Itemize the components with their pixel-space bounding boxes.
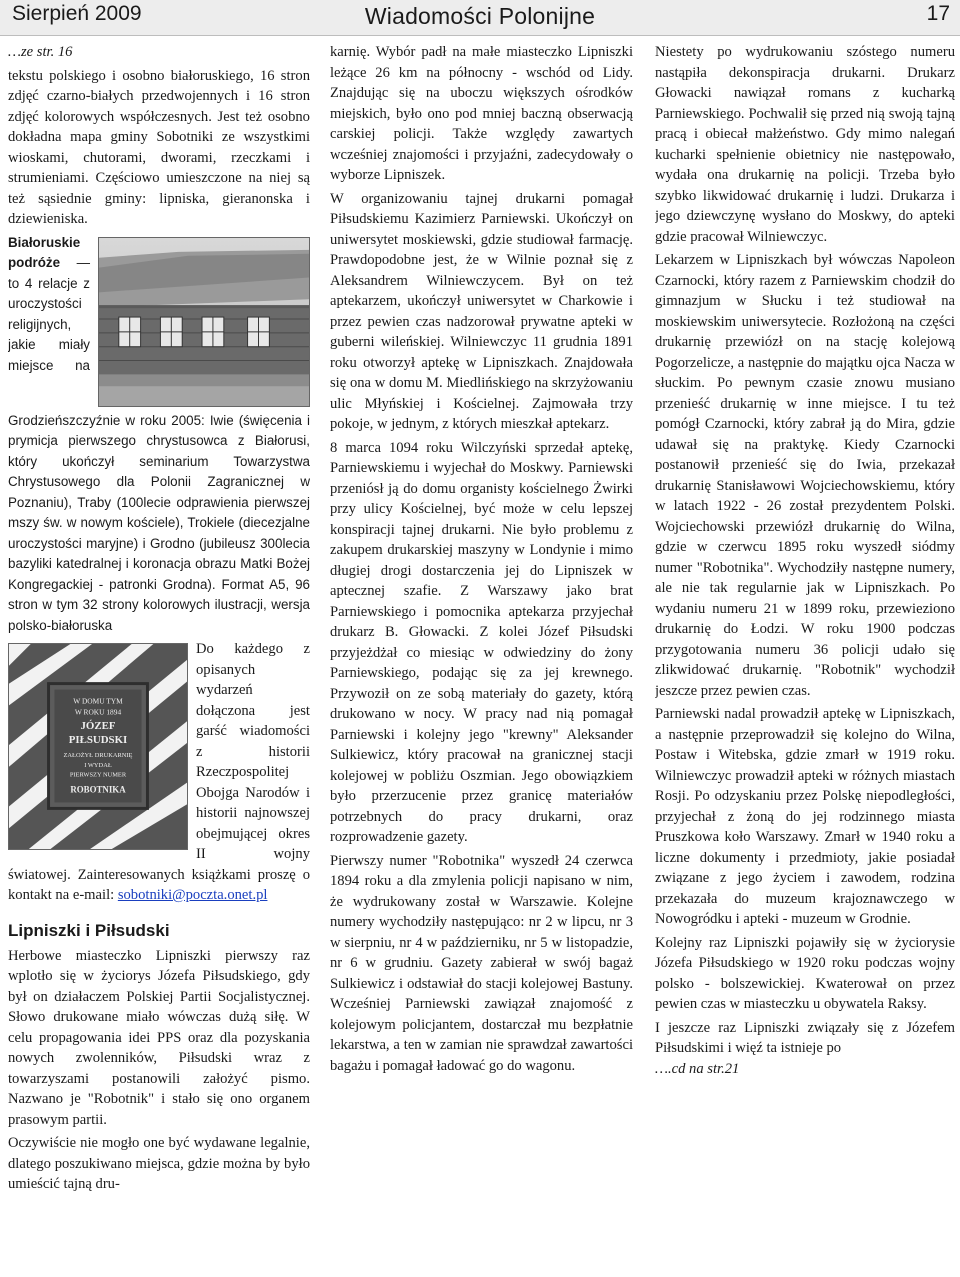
paragraph: Oczywiście nie mogło one być wydawane legalnie, dlatego poszukiwano miejsca, gdzie można by było umieścić tajną dru- <box>8 1135 310 1192</box>
section-lead: Białoruskie podróże <box>8 234 81 270</box>
column-1 <box>8 42 310 1272</box>
paragraph: Herbowe miasteczko Lipniszki pierwszy raz wplotło się w życiorys Józefa Piłsudskiego, gdy był on działaczem Polskiej Partii Socjalistycznej. Słowo drukowane miało wówczas dużą siłę. W celu propagowania idei PPS oraz dla pozyskania nowych zwolenników, Piłsudski wraz z towarzyszami postanowili założyć pismo. Nazwano je "Robotnik" i stało się ono organem prasowym partii. <box>8 947 310 1128</box>
text: I jeszcze raz Lipniszki związały się z Józefem Piłsudskimi i więź ta istnieje po <box>655 1019 955 1056</box>
paragraph: Parniewski nadal prowadził aptekę w Lipniszkach, a następnie przeprowadził się kolejno do Wilna, Postaw i Witebska, gdzie zmarł w 1919 roku. Wilniewczyc prowadził apteki w różnych miastach Rosji. Po odzyskaniu przez Polskę niepodległości, przyjechał z żoną do jej rodzinnego miasta Pruszkowa koło Warszawy. Zmarł w 1940 roku a liczne dokumenty i przedmioty, jakie posiadał związane z jego życiem i zawodem, rodzina przekazała do muzeum krajoznawczego w Nowogródku i apteki - muzeum w Grodnie. <box>655 706 955 927</box>
email-link[interactable]: sobotniki@poczta.onet.pl <box>117 887 268 903</box>
paragraph <box>8 233 310 637</box>
text: tekstu polskiego i osobno białoruskiego, 16 stron zdjęć czarno-białych przedwojennych i 16 stron zdjęć kolorowych współczesnych. <box>8 67 310 125</box>
column-3 <box>655 42 955 1272</box>
paragraph: W organizowaniu tajnej drukarni pomagał Piłsudskiemu Kazimierz Parniewski. Ukończył on uniwersytet moskiewski, gdzie studiował farmację. Prawdopodobne jest, że w Wilnie poznał się z Aleksandrem Wilniewczycem. Był on też aptekarzem, ukończył uniwersytet w Charkowie i przez pewien czas nadzorował prywatne apteki w guberni wileńskiej. Wilniewczyc 11 grudnia 1891 roku otworzył aptekę w Lipniszkach. Znajdowała się ona w domu M. Miedlińskiego na skrzyżowaniu ulic Młyńskiej i Kościelnej. Zajmowała trzy pokoje, w jednym, z których mieszkał aptekarz. <box>330 190 633 432</box>
text: Do każdego z opisanych wydarzeń dołączona jest garść wiadomości z historii Rzeczpospolitej Obojga Narodów i historii najnowszej obejmującej okres II wojny światowej. Zainteresowanych książkami proszę o kontakt na e-mail: <box>8 641 310 903</box>
memorial-plaque-image <box>9 644 187 849</box>
section-title: Lipniszki i Piłsudski <box>8 920 170 940</box>
issue-month: Sierpień 2009 <box>12 2 142 25</box>
column-2 <box>330 42 633 1272</box>
paragraph: Pierwszy numer "Robotnika" wyszedł 24 czerwca 1894 roku a dla zmylenia policji napisano w nim, że wydrukowany został w Warszawie. Kolejne numery wychodziły następująco: nr 2 w lipcu, nr 3 w sierpniu, nr 4 w październiku, nr 5 w listopadzie, nr 6 w grudniu. Gazety zabierał w swój bagaż Sulkiewicz i odstawiał do stacji kolejowej Bastuny. Wcześniej Parniewski zawiązał znajomość z kolejowym policjantem, dostarczał mu bezpłatnie lekarstwa, a ten w zamian nie sprawdzał zawartości bagażu i pomagał ładować go do wagonu. <box>330 852 633 1074</box>
paragraph: 8 marca 1094 roku Wilczyński sprzedał aptekę, Parniewskiemu i wyjechał do Moskwy. Parniewski przeniósł ją do domu organisty kościelnego Żwirki przy ulicy Kościelnej, być może w celu lepszej konspiracji tajnej drukarni. Nie było problemu z zakupem drukarskiej maszyny w Londynie i mimo długiej drogi dostarczenia jej do Lipniszek w aptecznej szafie. Z Warszawy jako brat Parniewskiego i pomocnika aptekarza przyjechał drukarz B. Głowacki. Z kolei Józef Piłsudski przyjeżdżał co miesiąc w odwiedziny do żony Parniewskiego, podając się za jej krewnego. Przywoził on ze sobą materiały do gazety, którą drukowano w nocy. W pracy nad nią pomagał Parniewski i kolejny jego "krewny" Aleksander Sulkiewicz, który pracował na granicznej stacji kolejowej w pobliżu Oszmian. Jego obowiązkiem było przerzucenie przez granicę materiałów potrzebnych do pracy drukarni, oraz rozprowadzenie gazety. <box>330 439 633 845</box>
plaque-line: PIŁSUDSKI <box>68 734 128 747</box>
newspaper-title: Wiadomości Polonijne <box>364 3 596 29</box>
plaque-line: W DOMU TYM <box>73 696 123 706</box>
paragraph: Niestety po wydrukowaniu szóstego numeru nastąpiła dekonspiracja drukarni. Drukarz Głowacki nawiązał romans z kucharką Parniewskiego. Pochwalił się przed nią swoją tajną pracą i obiecał małżeństwo. Gdy mimo nalegań kucharki spełnienie obietnicy nie następowało, wydała ona drukarnię na policji. Trzeba było szybko likwidować drukarnię i ludzi. Drukarza i jego dziewczynę wysłano do Moskwy, do apteki gdzie pracował Wilniewczyc. <box>655 44 955 245</box>
paragraph: Lekarzem w Lipniszkach był wówczas Napoleon Czarnocki, który razem z Parniewskim chodził do gimnazjum w Słucku i też studiował na moskiewskim uniwersytecie. Rozłożoną na części drukarnię przewiózł on na stację kolejową Pogorzelicze, a następnie do majątku ojca Nacza w słuckim. Po pewnym czasie znowu musiano przenieść drukarnię w inne miejsce. I tu też pomógł Czarnocki, który zabrał ją do Mira, gdzie udawał się na praktykę. Kiedy Czarnocki postanowił przenieść się do Iwia, przekazał drukarnię Stanisławowi Wojciechowskiemu, który w latach 1922 - 26 został prezydentem Polski. Wojciechowski przewiózł drukarnię do Wilna, gdzie w czerwcu 1895 roku wyszedł siódmy numer "Robotnika". Wychodziły następne numery, ale nie tak regularnie jak w Lipniszkach. Po wydaniu numeru 21 w 1899 roku, przewieziono drukarnię do Łodzi. W roku 1900 podczas przygotowania numeru 36 policji udało się zlikwidować drukarnię. "Robotnik" wychodził jeszcze przez pewien czas. <box>655 252 955 699</box>
paragraph <box>655 1018 955 1080</box>
paragraph: Kolejny raz Lipniszki pojawiły się w życiorysie Józefa Piłsudskiego w 1920 roku podczas wojny polsko - bolszewickiej. Kwaterował on przez pewien czas w miasteczku u obywatela Raksy. <box>655 934 955 1012</box>
text: Jest też osobno dokładna mapa gminy Sobotniki ze wszystkimi wioskami, chutorami, dworami, rzeczkami i strumieniami. Częściowo umieszczone na niej są też sąsiednie gminy: lipniska, gieranonska i dziewieniska. <box>8 108 310 227</box>
plaque-line: JÓZEF <box>80 720 116 733</box>
paragraph <box>8 639 310 906</box>
page-header <box>0 0 960 36</box>
paragraph <box>8 66 310 230</box>
plaque-line: ROBOTNIKA <box>70 784 126 795</box>
plaque-line: PIERWSZY NUMER <box>69 771 127 779</box>
page-number: 17 <box>926 2 950 25</box>
continued-to: ….cd na str.21 <box>655 1060 740 1077</box>
continued-from: …ze str. 16 <box>8 44 73 60</box>
plaque-line: I WYDAŁ <box>84 761 112 769</box>
plaque-line: W ROKU 1894 <box>74 707 122 717</box>
paragraph: karnię. Wybór padł na małe miasteczko Lipniszki leżące 26 km na północny - wschód od Lidy. Znajdując się na uboczu większych ośrodków miejskich, było ono pod mniej baczną obserwacją carskiej policji. Także względy zawartych wcześniej znajomości i przyjaźni, zadecydowały o wyborze Lipniszek. <box>330 44 633 183</box>
text: — to 4 relacje z uroczystości religijnych, jakie miały miejsce na Grodzieńszczyźnie w roku 2005: Iwie (święcenia i prymicja pierwszego chrystusowca z Białorusi, który ukończył seminarium Towarzystwa Chrystusowego dla Polonii Zagranicznej w Poznaniu), Traby (100lecie odprawienia pierwszej mszy św. w nowym kościele), Trokiele (diecezjalne uroczystości maryjne) i Grodno (jubileusz 300lecia bazyliki katedralnej i koronacja obrazu Matki Bożej Kongregackiej - patronki Grodna). Format A5, 96 stron w tym 32 strony kolorowych ilustracji, wersja polsko-białoruska <box>8 255 310 633</box>
house-photo-image <box>99 238 309 406</box>
memorial-plaque-photo <box>8 643 188 850</box>
plaque-line: ZAŁOŻYŁ DRUKARNIĘ <box>63 751 133 759</box>
house-photo <box>98 237 310 407</box>
